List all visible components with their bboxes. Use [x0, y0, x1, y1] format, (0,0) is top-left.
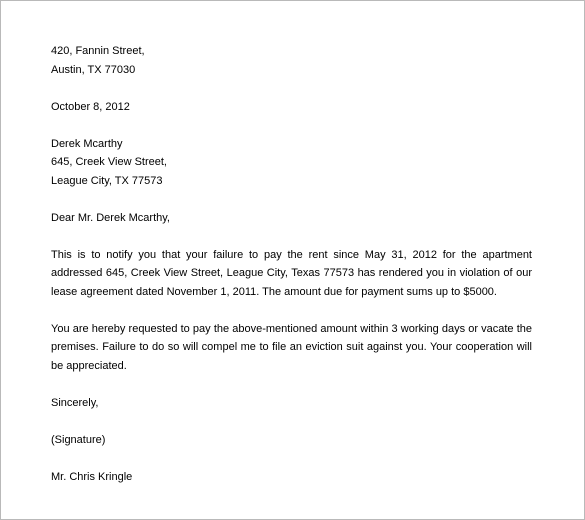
recipient-city: League City, TX 77573: [51, 174, 163, 187]
signer: [51, 468, 532, 487]
signature-text: (Signature): [51, 433, 106, 446]
sender-city: Austin, TX 77030: [51, 63, 136, 76]
closing-text: Sincerely,: [51, 396, 99, 409]
letter-content: [51, 42, 532, 505]
sender-address: [51, 42, 532, 79]
recipient-name: Derek Mcarthy: [51, 137, 123, 150]
body-paragraph-2: You are hereby requested to pay the above-mentioned amount within 3 working days or vacate the premises. Failure to do so will compel me to file an eviction suit against you. Your cooperation will be appreciated.: [51, 322, 532, 372]
body-paragraph-1: This is to notify you that your failure to pay the rent since May 31, 2012 for the apartment addressed 645, Creek View Street, League City, Texas 77573 has rendered you in violation of our lease agreement dated November 1, 2011. The amount due for payment sums up to $5000.: [51, 248, 532, 298]
recipient-street: 645, Creek View Street,: [51, 156, 167, 168]
letter-date: [51, 98, 532, 117]
salutation-text: Dear Mr. Derek Mcarthy,: [51, 211, 170, 224]
date-text: October 8, 2012: [51, 100, 130, 113]
closing: [51, 394, 532, 413]
signer-name: Mr. Chris Kringle: [51, 470, 133, 483]
salutation: [51, 209, 532, 228]
sender-street: 420, Fannin Street,: [51, 45, 145, 57]
signature: [51, 431, 532, 450]
recipient-address: [51, 135, 532, 191]
